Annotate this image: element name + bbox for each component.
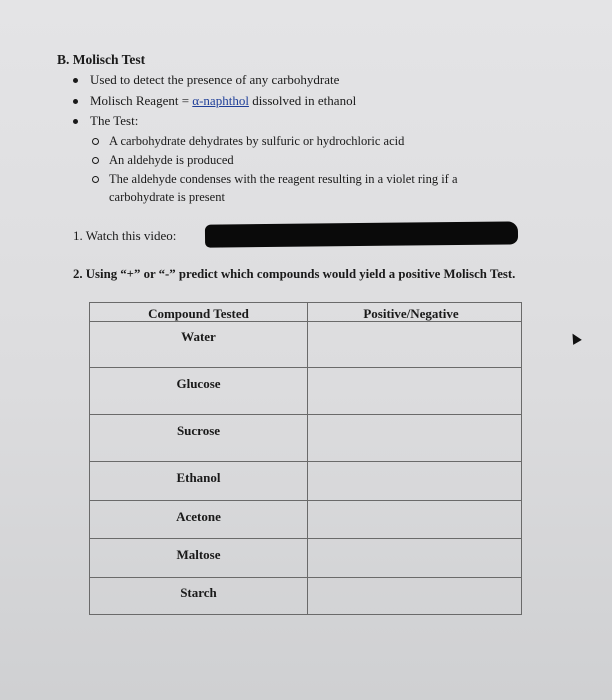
table-row-divider bbox=[89, 500, 522, 501]
row-compound-acetone: Acetone bbox=[176, 509, 221, 524]
bullet-dot-icon bbox=[73, 78, 78, 83]
question-2: 2. Using “+” or “-” predict which compounds would yield a positive Molisch Test. bbox=[73, 267, 516, 281]
bullet-text: Molisch Reagent = bbox=[90, 93, 193, 108]
table-border-bottom bbox=[89, 614, 522, 615]
table-column-divider bbox=[307, 302, 308, 615]
molisch-table bbox=[89, 302, 522, 615]
bullet-dot-icon bbox=[73, 119, 78, 124]
sub-bullet-3 bbox=[92, 172, 458, 187]
section-title: B. Molisch Test bbox=[57, 52, 146, 67]
sub-bullet-1 bbox=[92, 134, 404, 149]
bullet-text-suffix: dissolved in ethanol bbox=[248, 93, 357, 108]
question-1: 1. Watch this video: bbox=[73, 228, 177, 243]
sub-bullet-2 bbox=[92, 153, 234, 168]
table-row-divider bbox=[89, 461, 522, 462]
table-border-left bbox=[89, 302, 90, 615]
row-compound-water: Water bbox=[181, 329, 216, 344]
bullet-item-1 bbox=[73, 72, 339, 88]
sub-bullet-3-continued: carbohydrate is present bbox=[109, 190, 225, 204]
bullet-item-3 bbox=[73, 113, 138, 129]
table-row-divider bbox=[89, 367, 522, 368]
hollow-bullet-icon bbox=[92, 176, 99, 183]
table-border-top bbox=[89, 302, 522, 303]
row-compound-glucose: Glucose bbox=[176, 376, 221, 391]
naphthol-link[interactable]: α-naphthol bbox=[192, 93, 249, 108]
header-positive-negative: Positive/Negative bbox=[363, 306, 459, 321]
header-compound-tested: Compound Tested bbox=[148, 306, 249, 321]
hollow-bullet-icon bbox=[92, 138, 99, 145]
row-compound-maltose: Maltose bbox=[176, 547, 221, 562]
table-row-divider bbox=[89, 414, 522, 415]
table-border-right bbox=[521, 302, 522, 615]
mouse-pointer-icon bbox=[568, 331, 582, 345]
bullet-item-2 bbox=[73, 93, 356, 109]
redacted-video-link bbox=[205, 221, 518, 247]
sub-bullet-text: The aldehyde condenses with the reagent resulting in a violet ring if a bbox=[109, 172, 458, 186]
table-row-divider bbox=[89, 577, 522, 578]
row-compound-ethanol: Ethanol bbox=[176, 470, 221, 485]
table-row-divider bbox=[89, 538, 522, 539]
bullet-text: Used to detect the presence of any carbohydrate bbox=[90, 72, 340, 87]
hollow-bullet-icon bbox=[92, 157, 99, 164]
row-compound-sucrose: Sucrose bbox=[176, 423, 221, 438]
bullet-dot-icon bbox=[73, 99, 78, 104]
row-compound-starch: Starch bbox=[180, 585, 217, 600]
sub-bullet-text: A carbohydrate dehydrates by sulfuric or hydrochloric acid bbox=[109, 134, 405, 148]
sub-bullet-text: An aldehyde is produced bbox=[109, 153, 234, 167]
bullet-text: The Test: bbox=[90, 113, 139, 128]
